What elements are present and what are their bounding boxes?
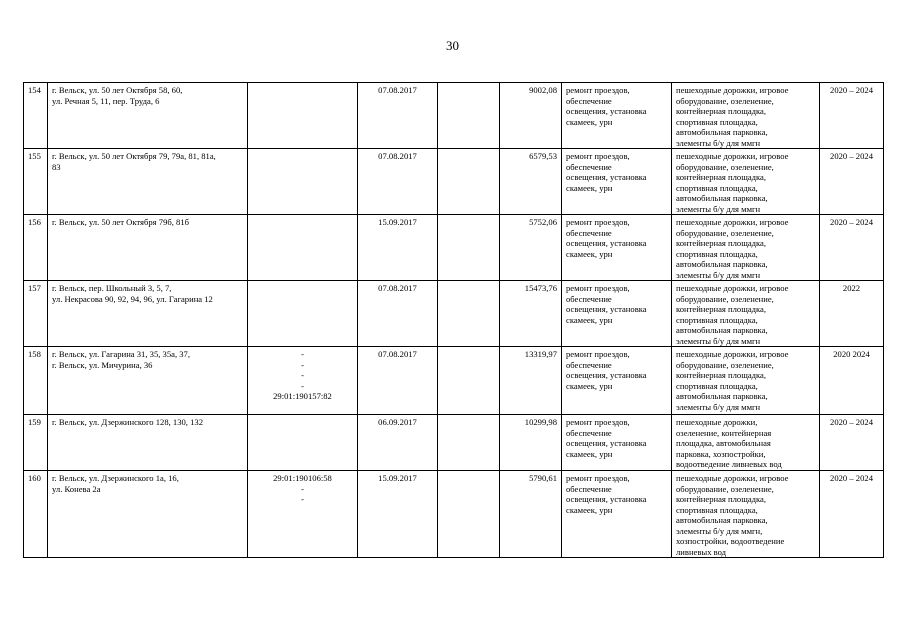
address-cell-line: г. Вельск, ул. 50 лет Октября 58, 60, — [52, 85, 183, 95]
cadastral-cell-line: - — [301, 370, 304, 380]
row-number: 159 — [24, 415, 48, 471]
works-cell — [562, 83, 672, 149]
additional-works-cell-line: оборудование, озеленение, — [676, 161, 774, 172]
empty-cell — [438, 281, 500, 347]
row-number: 160 — [24, 471, 48, 558]
works-cell-line: освещения, установка — [566, 494, 647, 504]
works-cell-line: скамеек, урн — [566, 504, 613, 515]
additional-works-cell-line: контейнерная площадка, — [676, 238, 767, 248]
works-cell-line: ремонт проездов, — [566, 349, 630, 359]
works-cell-line: ремонт проездов, — [566, 217, 630, 227]
works-cell-line: обеспечение — [566, 427, 612, 438]
address-cell — [48, 149, 248, 215]
additional-works-cell-line: спортивная площадка, — [676, 504, 758, 515]
area-cell: 5752,06 — [500, 215, 562, 281]
area-cell: 5790,61 — [500, 471, 562, 558]
page-number: 30 — [446, 38, 459, 53]
additional-works-cell-line: пешеходные дорожки, игровое — [676, 217, 789, 227]
additional-works-cell-line: автомобильная парковка, — [676, 515, 768, 525]
address-cell-line: г. Вельск, ул. Гагарина 31, 35, 35а, 37, — [52, 349, 190, 359]
additional-works-cell-line: элементы б/у для ммгн — [676, 137, 761, 148]
table-row — [24, 215, 884, 281]
address-cell-line: г. Вельск, ул. Мичурина, 36 — [52, 359, 153, 370]
empty-cell — [438, 149, 500, 215]
row-number: 158 — [24, 347, 48, 415]
empty-cell — [438, 215, 500, 281]
area-cell: 13319,97 — [500, 347, 562, 415]
address-cell-line: г. Вельск, ул. 50 лет Октября 79, 79а, 81, 81а, — [52, 151, 216, 161]
additional-works-cell-line: пешеходные дорожки, игровое — [676, 473, 789, 483]
area-cell: 9002,08 — [500, 83, 562, 149]
cadastral-cell-line: - — [301, 494, 304, 504]
address-cell-line: г. Вельск, ул. Дзержинского 1а, 16, — [52, 473, 179, 483]
empty-cell — [438, 347, 500, 415]
address-cell-line: г. Вельск, пер. Школьный 3, 5, 7, — [52, 283, 172, 293]
address-cell — [48, 471, 248, 558]
address-cell — [48, 83, 248, 149]
works-cell-line: освещения, установка — [566, 370, 647, 380]
works-cell-line: ремонт проездов, — [566, 473, 630, 483]
additional-works-cell-line: пешеходные дорожки, игровое — [676, 151, 789, 161]
cadastral-cell — [248, 83, 358, 149]
period-cell: 2020 – 2024 — [820, 215, 884, 281]
date-cell: 07.08.2017 — [358, 149, 438, 215]
additional-works-cell-line: контейнерная площадка, — [676, 370, 767, 380]
additional-works-cell-line: элементы б/у для ммгн — [676, 203, 761, 214]
additional-works-cell-line: пешеходные дорожки, игровое — [676, 349, 789, 359]
additional-works-cell — [672, 471, 820, 558]
additional-works-cell-line: контейнерная площадка, — [676, 106, 767, 116]
additional-works-cell-line: пешеходные дорожки, игровое — [676, 85, 789, 95]
period-cell: 2020 – 2024 — [820, 149, 884, 215]
additional-works-cell-line: элементы б/у для ммгн — [676, 269, 761, 280]
additional-works-cell-line: озеленение, контейнерная — [676, 427, 772, 438]
works-cell-line: обеспечение — [566, 227, 612, 238]
additional-works-cell-line: автомобильная парковка, — [676, 391, 768, 401]
address-cell-line: ул. Некрасова 90, 92, 94, 96, ул. Гагарина 12 — [52, 293, 213, 304]
additional-works-cell — [672, 281, 820, 347]
cadastral-cell — [248, 215, 358, 281]
date-cell: 15.09.2017 — [358, 215, 438, 281]
additional-works-cell — [672, 347, 820, 415]
works-cell-line: скамеек, урн — [566, 182, 613, 193]
works-cell-line: освещения, установка — [566, 172, 647, 182]
cadastral-cell-line: - — [301, 380, 304, 391]
date-cell: 15.09.2017 — [358, 471, 438, 558]
cadastral-cell — [248, 471, 358, 558]
empty-cell — [438, 415, 500, 471]
additional-works-cell-line: элементы б/у для ммгн — [676, 335, 761, 346]
works-cell-line: ремонт проездов, — [566, 417, 630, 427]
additional-works-cell-line: спортивная площадка, — [676, 116, 758, 127]
empty-cell — [438, 83, 500, 149]
table-row — [24, 415, 884, 471]
period-cell: 2020 2024 — [820, 347, 884, 415]
works-cell — [562, 281, 672, 347]
address-cell-line: г. Вельск, ул. 50 лет Октября 79б, 81б — [52, 217, 190, 227]
additional-works-cell-line: площадка, автомобильная — [676, 438, 771, 448]
table-row — [24, 83, 884, 149]
cadastral-cell-line: - — [301, 483, 304, 494]
table-body — [24, 83, 884, 558]
works-cell — [562, 215, 672, 281]
address-cell-line: ул. Речная 5, 11, пер. Труда, 6 — [52, 95, 160, 106]
additional-works-cell-line: пешеходные дорожки, — [676, 417, 758, 427]
additional-works-cell-line: парковка, хозпостройки, — [676, 448, 766, 459]
address-cell-line: г. Вельск, ул. Дзержинского 128, 130, 132 — [52, 417, 203, 427]
works-cell-line: обеспечение — [566, 293, 612, 304]
additional-works-cell-line: оборудование, озеленение, — [676, 95, 774, 106]
works-cell — [562, 415, 672, 471]
additional-works-cell — [672, 415, 820, 471]
row-number: 156 — [24, 215, 48, 281]
works-cell-line: освещения, установка — [566, 438, 647, 448]
additional-works-cell-line: автомобильная парковка, — [676, 259, 768, 269]
works-cell-line: ремонт проездов, — [566, 85, 630, 95]
address-cell — [48, 281, 248, 347]
period-cell: 2022 — [820, 281, 884, 347]
period-cell: 2020 – 2024 — [820, 471, 884, 558]
additional-works-cell-line: водоотведение ливневых вод — [676, 459, 782, 469]
row-number: 155 — [24, 149, 48, 215]
additional-works-cell-line: спортивная площадка, — [676, 314, 758, 325]
additional-works-cell-line: ливневых вод — [676, 546, 727, 557]
date-cell: 07.08.2017 — [358, 347, 438, 415]
area-cell: 15473,76 — [500, 281, 562, 347]
cadastral-cell — [248, 281, 358, 347]
additional-works-cell-line: оборудование, озеленение, — [676, 293, 774, 304]
cadastral-cell-line: 29:01:190106:58 — [273, 473, 332, 483]
additional-works-cell-line: контейнерная площадка, — [676, 304, 767, 314]
table-row — [24, 471, 884, 558]
address-cell — [48, 347, 248, 415]
additional-works-cell-line: оборудование, озеленение, — [676, 227, 774, 238]
area-cell: 6579,53 — [500, 149, 562, 215]
works-cell — [562, 471, 672, 558]
works-cell-line: ремонт проездов, — [566, 283, 630, 293]
works-cell-line: освещения, установка — [566, 238, 647, 248]
additional-works-cell-line: спортивная площадка, — [676, 182, 758, 193]
row-number: 157 — [24, 281, 48, 347]
works-cell-line: скамеек, урн — [566, 248, 613, 259]
additional-works-cell-line: пешеходные дорожки, игровое — [676, 283, 789, 293]
cadastral-cell-line: 29:01:190157:82 — [273, 391, 332, 401]
additional-works-cell-line: хозпостройки, водоотведение — [676, 536, 785, 546]
works-cell-line: ремонт проездов, — [566, 151, 630, 161]
additional-works-cell-line: автомобильная парковка, — [676, 325, 768, 335]
additional-works-cell-line: спортивная площадка, — [676, 380, 758, 391]
table-row — [24, 281, 884, 347]
additional-works-cell — [672, 83, 820, 149]
cadastral-cell-line: - — [301, 349, 304, 359]
cadastral-cell-line: - — [301, 359, 304, 370]
additional-works-cell — [672, 215, 820, 281]
row-number: 154 — [24, 83, 48, 149]
period-cell: 2020 – 2024 — [820, 415, 884, 471]
empty-cell — [438, 471, 500, 558]
works-cell-line: скамеек, урн — [566, 314, 613, 325]
works-cell — [562, 149, 672, 215]
additional-works-cell-line: спортивная площадка, — [676, 248, 758, 259]
works-cell-line: обеспечение — [566, 95, 612, 106]
additional-works-cell — [672, 149, 820, 215]
works-cell-line: скамеек, урн — [566, 116, 613, 127]
address-cell-line: ул. Конева 2а — [52, 483, 101, 494]
additional-works-cell-line: автомобильная парковка, — [676, 193, 768, 203]
period-cell: 2020 – 2024 — [820, 83, 884, 149]
date-cell: 06.09.2017 — [358, 415, 438, 471]
works-cell-line: освещения, установка — [566, 304, 647, 314]
table-row — [24, 149, 884, 215]
works-cell-line: обеспечение — [566, 359, 612, 370]
address-cell — [48, 415, 248, 471]
cadastral-cell — [248, 415, 358, 471]
additional-works-cell-line: оборудование, озеленение, — [676, 483, 774, 494]
works-cell-line: освещения, установка — [566, 106, 647, 116]
works-cell-line: обеспечение — [566, 483, 612, 494]
works-cell — [562, 347, 672, 415]
works-cell-line: скамеек, урн — [566, 380, 613, 391]
address-cell — [48, 215, 248, 281]
works-cell-line: обеспечение — [566, 161, 612, 172]
additional-works-cell-line: оборудование, озеленение, — [676, 359, 774, 370]
additional-works-cell-line: элементы б/у для ммгн, — [676, 525, 763, 536]
additional-works-cell-line: контейнерная площадка, — [676, 494, 767, 504]
table-row — [24, 347, 884, 415]
additional-works-cell-line: контейнерная площадка, — [676, 172, 767, 182]
additional-works-cell-line: элементы б/у для ммгн — [676, 401, 761, 412]
date-cell: 07.08.2017 — [358, 281, 438, 347]
cadastral-cell — [248, 149, 358, 215]
date-cell: 07.08.2017 — [358, 83, 438, 149]
address-cell-line: 83 — [52, 161, 61, 172]
cadastral-cell — [248, 347, 358, 415]
area-cell: 10299,98 — [500, 415, 562, 471]
works-cell-line: скамеек, урн — [566, 448, 613, 459]
improvement-table — [23, 82, 884, 558]
additional-works-cell-line: автомобильная парковка, — [676, 127, 768, 137]
